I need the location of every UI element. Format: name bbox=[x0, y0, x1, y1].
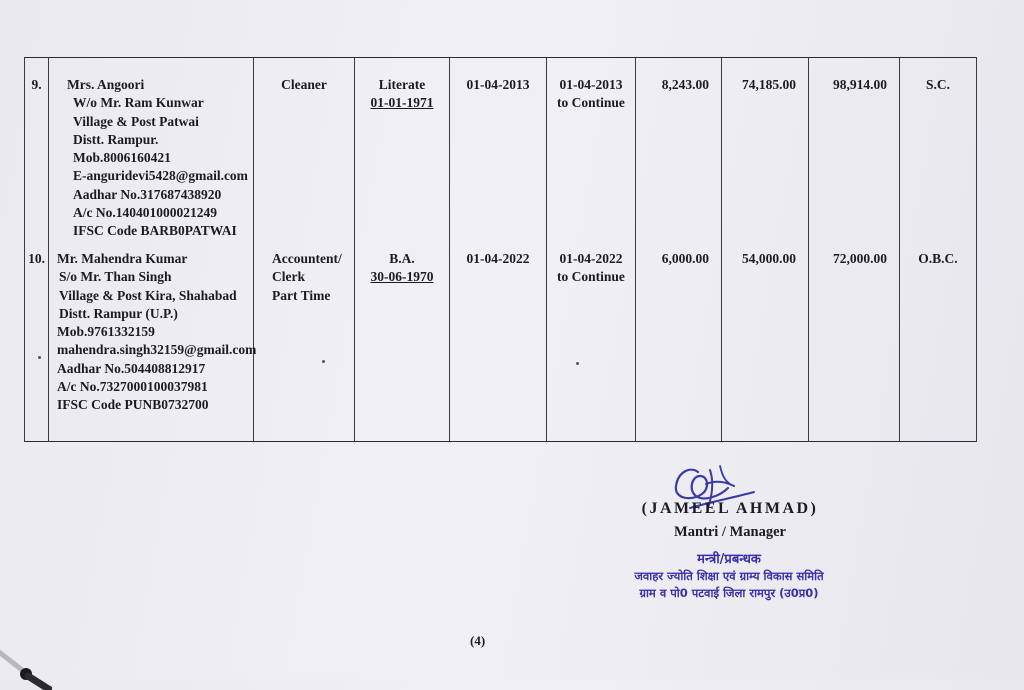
page-number: (4) bbox=[470, 633, 486, 648]
signatory-designation: Mantri / Manager bbox=[674, 524, 786, 540]
qualification: Literate bbox=[378, 77, 426, 92]
period-start: 01-04-2013 bbox=[559, 77, 623, 92]
detail-line: Mob.8006160421 bbox=[73, 150, 171, 166]
pen-icon bbox=[0, 640, 52, 690]
stamp-organisation: जवाहर ज्योति शिक्षा एवं ग्राम्य विकास समिति bbox=[634, 569, 824, 583]
amount-cell: 98,914.00 bbox=[809, 58, 900, 249]
speck bbox=[322, 360, 325, 363]
period-cell bbox=[547, 58, 636, 249]
employee-details bbox=[49, 58, 254, 249]
detail-line: IFSC Code PUNB0732700 bbox=[57, 397, 209, 413]
detail-line: Mr. Mahendra Kumar bbox=[57, 251, 188, 266]
date-of-birth: 30-06-1970 bbox=[370, 269, 434, 285]
category-cell: O.B.C. bbox=[900, 248, 977, 442]
detail-line: mahendra.singh32159@gmail.com bbox=[57, 342, 257, 358]
period-end: to Continue bbox=[557, 95, 625, 111]
speck bbox=[38, 356, 41, 359]
detail-line: A/c No.140401000021249 bbox=[73, 205, 217, 221]
post-line: Clerk bbox=[272, 269, 305, 285]
detail-line: Aadhar No.317687438920 bbox=[73, 186, 222, 202]
amount-cell: 72,000.00 bbox=[809, 248, 900, 442]
qualification: B.A. bbox=[389, 251, 415, 266]
post-cell bbox=[254, 58, 355, 249]
detail-line: E-anguridevi5428@gmail.com bbox=[73, 168, 248, 184]
detail-line: Village & Post Patwai bbox=[73, 113, 199, 129]
detail-line: Mrs. Angoori bbox=[67, 77, 145, 92]
amount-cell: 74,185.00 bbox=[722, 58, 809, 249]
amount-cell: 6,000.00 bbox=[636, 248, 722, 442]
post-line: Part Time bbox=[272, 287, 331, 303]
serial-number: 9. bbox=[25, 58, 49, 249]
official-stamp bbox=[604, 549, 854, 601]
amount-cell: 8,243.00 bbox=[636, 58, 722, 249]
table-row bbox=[25, 248, 977, 442]
employee-details bbox=[49, 248, 257, 442]
employee-table bbox=[24, 57, 977, 442]
detail-line: Village & Post Kira, Shahabad bbox=[59, 287, 237, 303]
appointment-date: 01-04-2022 bbox=[450, 248, 547, 442]
date-of-birth: 01-01-1971 bbox=[370, 95, 434, 111]
table-row bbox=[25, 58, 977, 249]
post-line: Accountent/ bbox=[272, 251, 342, 266]
amount-cell: 54,000.00 bbox=[722, 248, 809, 442]
serial-number: 10. bbox=[25, 248, 49, 442]
detail-line: W/o Mr. Ram Kunwar bbox=[73, 95, 204, 111]
stamp-address: ग्राम व पो0 पटवाई जिला रामपुर (उ0प्र0) bbox=[639, 586, 819, 600]
detail-line: Distt. Rampur (U.P.) bbox=[59, 305, 178, 321]
signatory-name: (JAMEEL AHMAD) bbox=[641, 500, 819, 517]
detail-line: Distt. Rampur. bbox=[73, 131, 159, 147]
appointment-date: 01-04-2013 bbox=[450, 58, 547, 249]
period-cell bbox=[547, 248, 636, 442]
detail-line: Aadhar No.504408812917 bbox=[57, 360, 206, 376]
speck bbox=[576, 362, 579, 365]
qualification-cell bbox=[355, 58, 450, 249]
post-line: Cleaner bbox=[281, 77, 327, 92]
stamp-title: मन्त्री/प्रबन्धक bbox=[697, 552, 761, 567]
detail-line: Mob.9761332159 bbox=[57, 324, 155, 340]
signatory-block bbox=[600, 500, 860, 541]
period-end: to Continue bbox=[557, 269, 625, 285]
qualification-cell bbox=[355, 248, 450, 442]
period-start: 01-04-2022 bbox=[559, 251, 623, 266]
detail-line: S/o Mr. Than Singh bbox=[59, 269, 172, 285]
category-cell: S.C. bbox=[900, 58, 977, 249]
detail-line: IFSC Code BARB0PATWAI bbox=[73, 223, 237, 239]
post-cell bbox=[254, 248, 355, 442]
detail-line: A/c No.7327000100037981 bbox=[57, 379, 208, 395]
